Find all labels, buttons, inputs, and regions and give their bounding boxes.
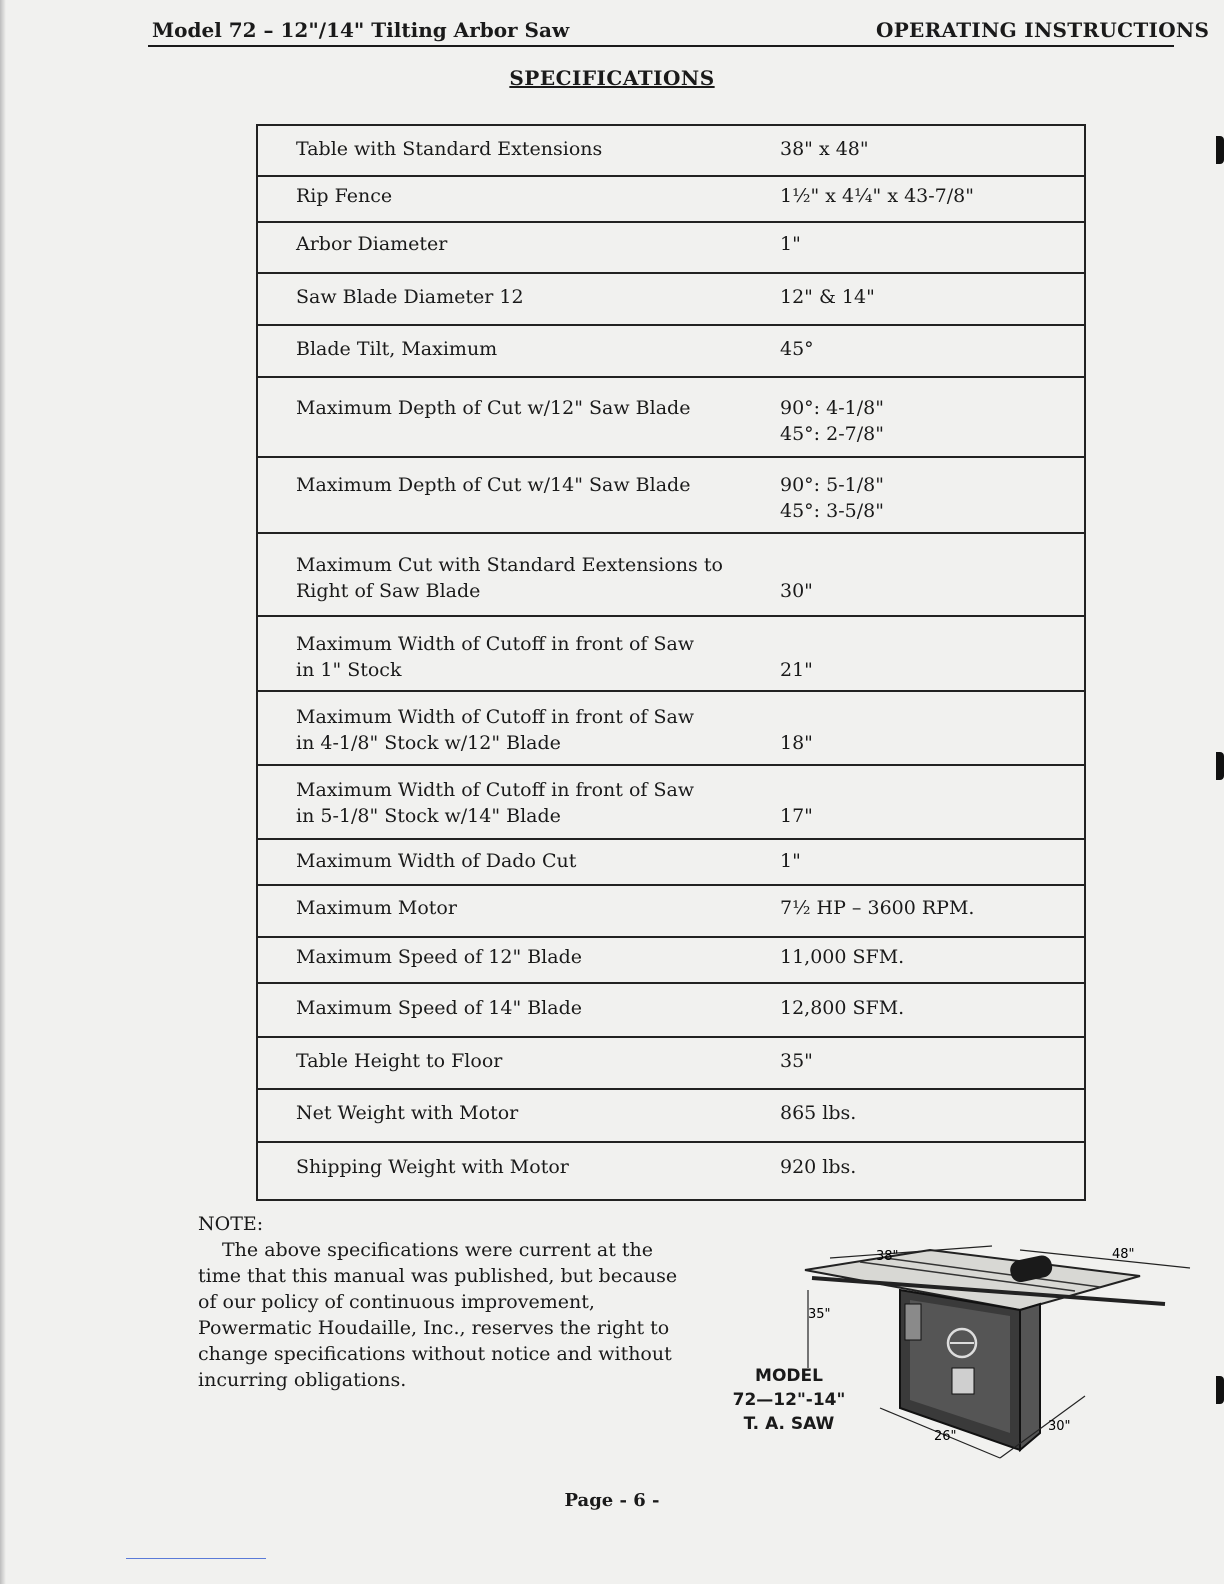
binding-hole-mark (1216, 1376, 1224, 1404)
spec-label: Net Weight with Motor (296, 1102, 519, 1124)
spec-label: in 1" Stock (296, 659, 402, 681)
spec-label: Table Height to Floor (296, 1050, 503, 1072)
spec-value: 90°: 5-1/8" (780, 474, 884, 496)
saw-cabinet-side (1020, 1304, 1040, 1450)
spec-row (258, 615, 1084, 690)
dim-label-base-depth: 26" (934, 1429, 957, 1444)
spec-row (258, 1036, 1084, 1088)
note-body (198, 1237, 698, 1393)
spec-row (258, 376, 1084, 456)
header-model-title: Model 72 – 12"/14" Tilting Arbor Saw (152, 18, 570, 42)
spec-value: 35" (780, 1050, 813, 1072)
miter-gauge-holder (905, 1304, 921, 1340)
spec-label: Maximum Width of Dado Cut (296, 850, 577, 872)
spec-row (258, 936, 1084, 982)
spec-row (258, 838, 1084, 884)
spec-row (258, 884, 1084, 936)
dim-label-base-width: 30" (1048, 1419, 1071, 1434)
spec-value: 45°: 2-7/8" (780, 423, 884, 445)
scan-edge-shadow (0, 0, 6, 1584)
header-rule (148, 45, 1174, 47)
spec-label: Rip Fence (296, 185, 393, 207)
spec-label: Saw Blade Diameter 12 (296, 286, 524, 308)
spec-row (258, 456, 1084, 532)
binding-hole-mark (1216, 136, 1224, 164)
spec-value: 920 lbs. (780, 1156, 857, 1178)
spec-row (258, 175, 1084, 221)
specifications-table (256, 124, 1086, 1201)
spec-value: 865 lbs. (780, 1102, 857, 1124)
spec-label: Table with Standard Extensions (296, 138, 603, 160)
spec-value: 45° (780, 338, 814, 360)
header-section-title: OPERATING INSTRUCTIONS (876, 18, 1210, 42)
figure-caption (728, 1364, 850, 1436)
spec-value: 17" (780, 805, 813, 827)
spec-value: 1" (780, 850, 801, 872)
spec-row (258, 532, 1084, 615)
spec-label: Arbor Diameter (296, 233, 448, 255)
spec-row (258, 221, 1084, 272)
page-number: Page - 6 - (564, 1490, 660, 1511)
spec-label: Maximum Cut with Standard Eextensions to (296, 554, 723, 576)
spec-value: 38" x 48" (780, 138, 869, 160)
spec-value: 12,800 SFM. (780, 997, 905, 1019)
spec-row (258, 272, 1084, 324)
spec-label: Maximum Depth of Cut w/14" Saw Blade (296, 474, 691, 496)
spec-row (258, 690, 1084, 764)
dim-label-length: 48" (1112, 1247, 1135, 1262)
figure-caption-line: MODEL (755, 1366, 823, 1386)
spec-label: in 4-1/8" Stock w/12" Blade (296, 732, 561, 754)
dim-label-height: 35" (808, 1307, 831, 1322)
spec-value: 1½" x 4¼" x 43-7/8" (780, 185, 974, 207)
spec-label: Shipping Weight with Motor (296, 1156, 569, 1178)
spec-label: Maximum Motor (296, 897, 457, 919)
spec-row (258, 982, 1084, 1036)
spec-label: Maximum Width of Cutoff in front of Saw (296, 779, 695, 801)
figure-caption-line: T. A. SAW (743, 1414, 835, 1434)
figure-caption-line: 72—12"-14" (732, 1390, 846, 1410)
spec-value: 21" (780, 659, 813, 681)
footer-link-underline (126, 1558, 266, 1559)
spec-value: 18" (780, 732, 813, 754)
dim-label-width: 38" (876, 1249, 899, 1264)
spec-label: Right of Saw Blade (296, 580, 481, 602)
spec-value: 30" (780, 580, 813, 602)
spec-label: Maximum Depth of Cut w/12" Saw Blade (296, 397, 691, 419)
spec-row (258, 1141, 1084, 1199)
spec-label: Blade Tilt, Maximum (296, 338, 498, 360)
note-heading: NOTE: (198, 1213, 264, 1235)
spec-value: 45°: 3-5/8" (780, 500, 884, 522)
spec-label: Maximum Width of Cutoff in front of Saw (296, 706, 695, 728)
spec-row (258, 1088, 1084, 1141)
switch-box (952, 1368, 974, 1394)
spec-value: 1" (780, 233, 801, 255)
spec-label: in 5-1/8" Stock w/14" Blade (296, 805, 561, 827)
spec-label: Maximum Width of Cutoff in front of Saw (296, 633, 695, 655)
spec-row (258, 324, 1084, 376)
spec-label: Maximum Speed of 14" Blade (296, 997, 582, 1019)
note-text: The above specifications were current at the time that this manual was published, but because of our policy of continuous improvement, Powermatic Houdaille, Inc., reserves the right to change specifications without notice and without incurring obligations. (198, 1239, 678, 1391)
spec-label: Maximum Speed of 12" Blade (296, 946, 582, 968)
spec-value: 12" & 14" (780, 286, 875, 308)
binding-hole-mark (1216, 752, 1224, 780)
spec-row (258, 764, 1084, 838)
spec-value: 7½ HP – 3600 RPM. (780, 897, 975, 919)
spec-value: 90°: 4-1/8" (780, 397, 884, 419)
page-title: SPECIFICATIONS (509, 66, 715, 90)
spec-row (258, 124, 1084, 175)
spec-value: 11,000 SFM. (780, 946, 905, 968)
